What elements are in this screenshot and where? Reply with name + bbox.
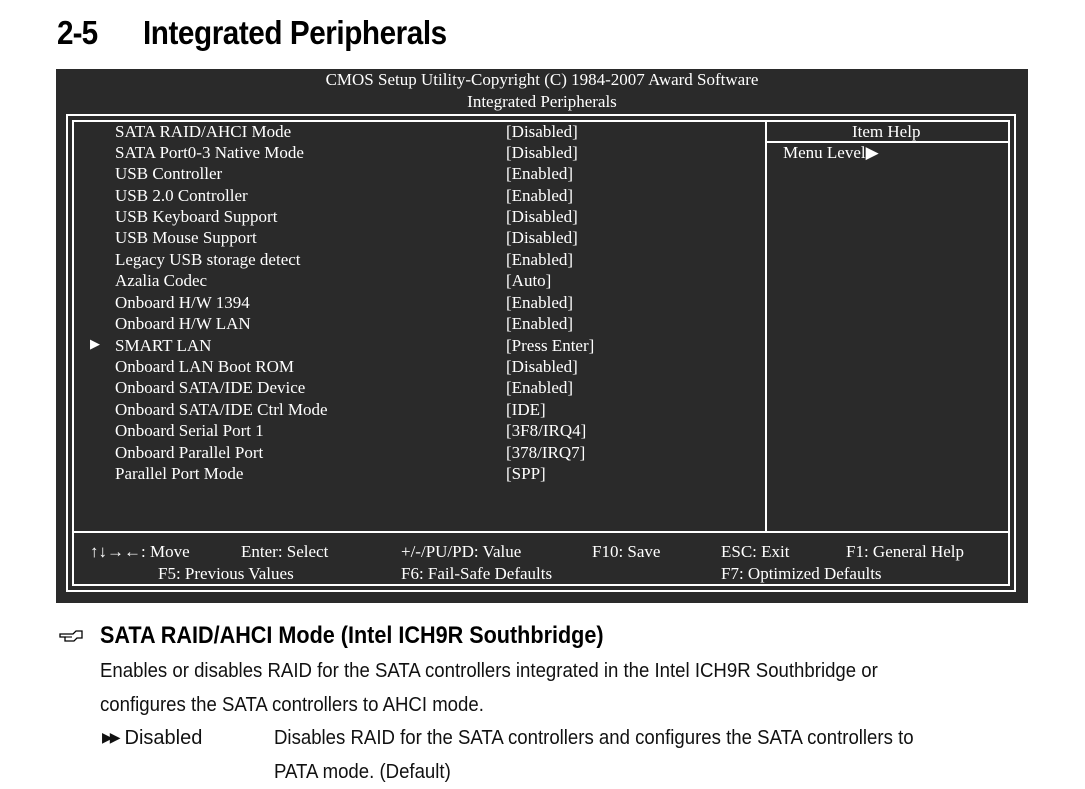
option-description-line-2: PATA mode. (Default) (274, 761, 451, 783)
description-line-2: configures the SATA controllers to AHCI mode. (100, 694, 484, 716)
bios-screen (56, 69, 1028, 603)
key-previous-values: F5: Previous Values (158, 564, 294, 583)
setting-label: Onboard Parallel Port (115, 443, 264, 462)
setting-label: Azalia Codec (115, 271, 208, 290)
setting-value[interactable]: [Enabled] (506, 164, 574, 183)
menu-level-text: Menu Level▶ (783, 143, 879, 162)
setting-value[interactable]: [Disabled] (506, 357, 578, 376)
option-disabled (102, 727, 202, 750)
key-value: +/-/PU/PD: Value (401, 542, 522, 561)
setting-label: Parallel Port Mode (115, 464, 244, 483)
setting-value[interactable]: [Enabled] (506, 186, 574, 205)
pointing-hand-icon (59, 626, 83, 649)
setting-label: USB 2.0 Controller (115, 186, 248, 205)
keys-divider (72, 531, 1010, 533)
option-description-line-1: Disables RAID for the SATA controllers and configures the SATA controllers to (274, 727, 914, 749)
setting-value[interactable]: [Enabled] (506, 250, 574, 269)
bios-copyright-header: CMOS Setup Utility-Copyright (C) 1984-2007 Award Software (325, 70, 759, 89)
setting-label: Onboard H/W LAN (115, 314, 251, 333)
setting-value[interactable]: [Auto] (506, 271, 552, 290)
setting-label: Onboard Serial Port 1 (115, 421, 264, 440)
setting-label: USB Mouse Support (115, 228, 257, 247)
setting-label: Onboard LAN Boot ROM (115, 357, 294, 376)
setting-label: SATA RAID/AHCI Mode (115, 122, 292, 141)
setting-label: SATA Port0-3 Native Mode (115, 143, 304, 162)
setting-value[interactable]: [Enabled] (506, 378, 574, 397)
submenu-arrow-icon: ▶ (90, 336, 100, 351)
key-exit: ESC: Exit (721, 542, 790, 561)
key-failsafe-defaults: F6: Fail-Safe Defaults (401, 564, 553, 583)
help-divider (765, 120, 767, 533)
setting-description-heading: SATA RAID/AHCI Mode (Intel ICH9R Southbridge) (100, 622, 604, 649)
setting-value[interactable]: [Disabled] (506, 207, 578, 226)
key-move: ↑↓→←: Move (90, 542, 190, 561)
setting-value[interactable]: [378/IRQ7] (506, 443, 586, 462)
section-title: Integrated Peripherals (143, 14, 447, 51)
setting-value[interactable]: [Enabled] (506, 314, 574, 333)
setting-value[interactable]: [3F8/IRQ4] (506, 421, 587, 440)
setting-label: SMART LAN (115, 336, 212, 355)
setting-label: USB Keyboard Support (115, 207, 278, 226)
setting-label: Onboard SATA/IDE Device (115, 378, 306, 397)
setting-value[interactable]: [Disabled] (506, 228, 578, 247)
setting-value[interactable]: [SPP] (506, 464, 546, 483)
setting-value[interactable]: [IDE] (506, 400, 546, 419)
key-general-help: F1: General Help (846, 542, 965, 561)
setting-label: Onboard SATA/IDE Ctrl Mode (115, 400, 328, 419)
setting-value[interactable]: [Disabled] (506, 143, 578, 162)
option-name: Disabled (124, 727, 203, 749)
bios-page-title: Integrated Peripherals (467, 92, 617, 111)
key-save: F10: Save (592, 542, 661, 561)
setting-label: Onboard H/W 1394 (115, 293, 250, 312)
key-select: Enter: Select (241, 542, 329, 561)
key-optimized-defaults: F7: Optimized Defaults (721, 564, 882, 583)
setting-value[interactable]: [Press Enter] (506, 336, 595, 355)
setting-label: Legacy USB storage detect (115, 250, 301, 269)
setting-label: USB Controller (115, 164, 223, 183)
double-arrow-icon: ▶▶ (102, 729, 118, 745)
section-number: 2-5 (57, 14, 98, 51)
setting-value[interactable]: [Enabled] (506, 293, 574, 312)
setting-value[interactable]: [Disabled] (506, 122, 578, 141)
description-line-1: Enables or disables RAID for the SATA controllers integrated in the Intel ICH9R Southbridge or (100, 660, 878, 682)
item-help-title: Item Help (852, 122, 921, 141)
